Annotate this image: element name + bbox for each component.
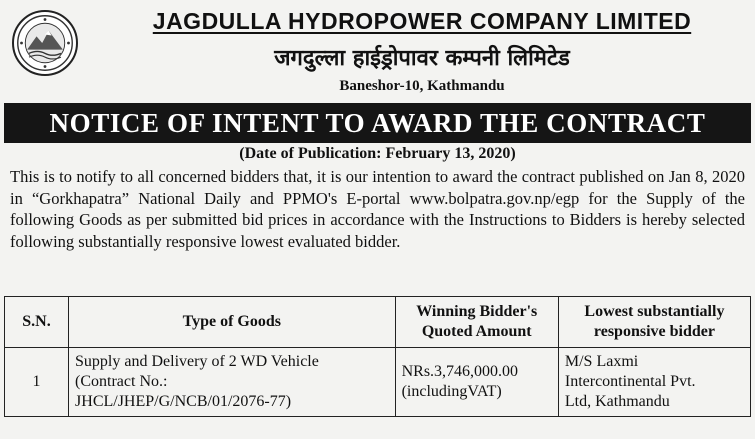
header-amount-line2: Quoted Amount [421, 323, 532, 340]
row-goods-line1: Supply and Delivery of 2 WD Vehicle [75, 353, 319, 370]
row-bidder [558, 348, 750, 417]
publication-date: (Date of Publication: February 13, 2020) [239, 145, 516, 162]
header-amount-line1: Winning Bidder's [416, 303, 538, 320]
notice-title-banner [4, 103, 751, 143]
company-name-ne: जगदुल्ला हाईड्रोपावर कम्पनी लिमिटेड [274, 46, 570, 71]
row-sn: 1 [5, 348, 69, 417]
row-goods-line2: (Contract No.: [75, 373, 168, 390]
header-bidder-line1: Lowest substantially [584, 303, 725, 320]
table-header-row [5, 297, 751, 348]
logo-emblem [14, 12, 76, 74]
company-name-en: JAGDULLA HYDROPOWER COMPANY LIMITED [152, 8, 692, 34]
header-sn: S.N. [5, 297, 69, 348]
row-goods [69, 348, 396, 417]
row-goods-line3: JHCL/JHEP/G/NCB/01/2076-77) [75, 393, 292, 410]
table-row [5, 348, 751, 417]
company-address: Baneshor-10, Kathmandu [339, 78, 505, 94]
header-amount [395, 297, 558, 348]
header-bidder-line2: responsive bidder [593, 323, 715, 340]
header-bidder [558, 297, 750, 348]
company-logo-icon [12, 10, 78, 76]
award-table [4, 296, 751, 417]
row-bidder-line3: Ltd, Kathmandu [564, 393, 670, 410]
row-bidder-line1: M/S Laxmi [564, 353, 639, 370]
row-amount-line1: NRs.3,746,000.00 [401, 363, 519, 380]
notice-title: NOTICE OF INTENT TO AWARD THE CONTRACT [49, 107, 706, 138]
notice-body: This is to notify to all concerned bidders that, it is our intention to award the contract published on Jan 8, 2020 in “Gorkhapatra” National Daily and PPMO's E-portal www.bolpatra.gov.np/egp for the Supply of the following Goods as per submitted bid prices in accordance with the Instructions to Bidders is hereby selected following substantially responsive lowest evaluated bidder. [10, 167, 745, 251]
header-goods: Type of Goods [69, 297, 396, 348]
row-amount [395, 348, 558, 417]
row-amount-line2: (includingVAT) [401, 383, 502, 400]
row-bidder-line2: Intercontinental Pvt. [564, 373, 696, 390]
